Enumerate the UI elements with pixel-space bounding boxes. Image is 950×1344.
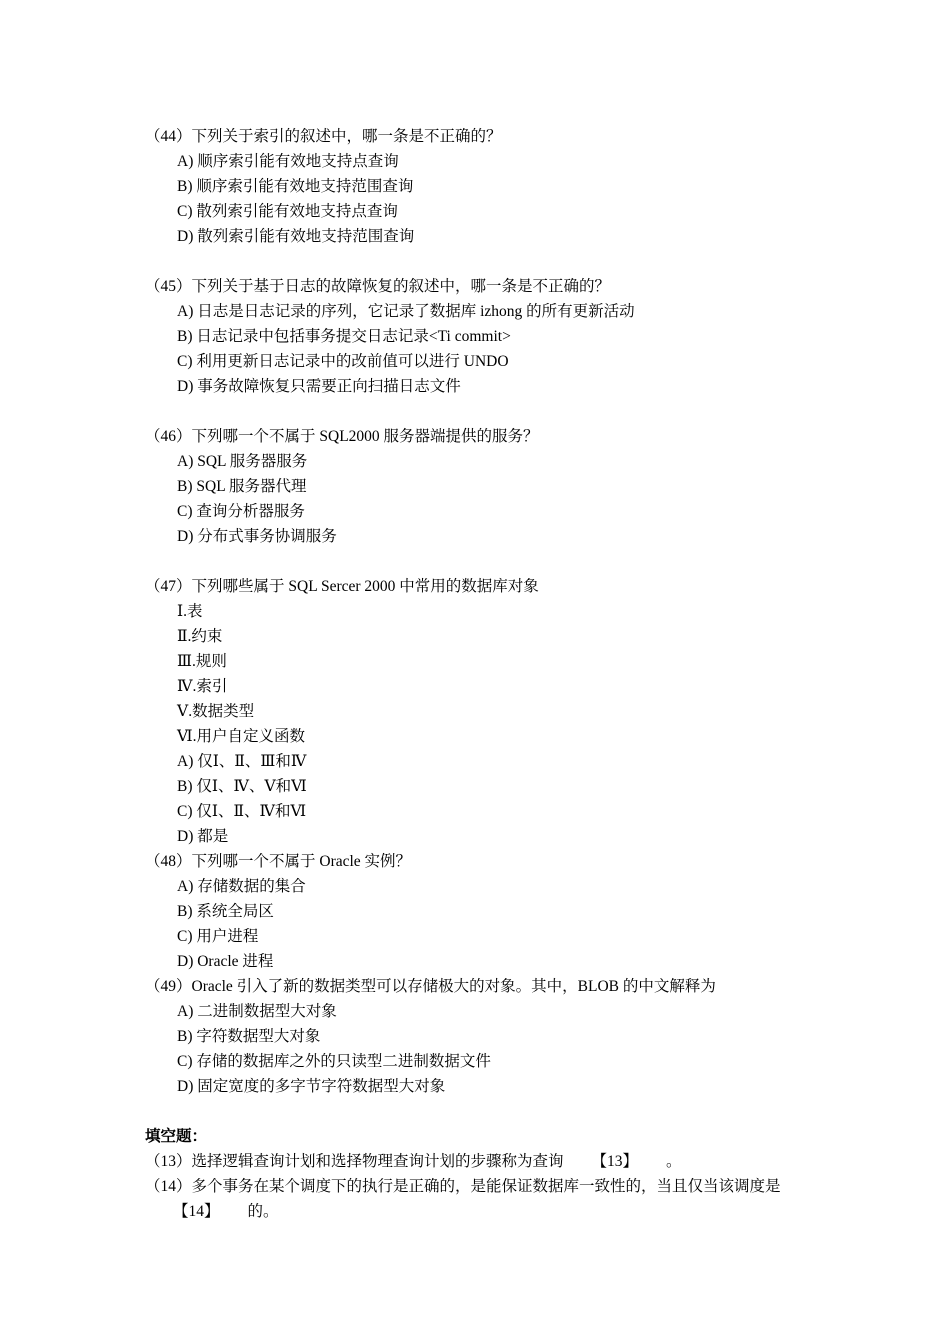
question-stem-44: （44）下列关于索引的叙述中，哪一条是不正确的？ [145, 128, 502, 145]
option-47-a: A) 仅Ⅰ、Ⅱ、Ⅲ和Ⅳ [177, 753, 307, 770]
option-45-b: B) 日志记录中包括事务提交日志记录<Ti commit> [177, 328, 511, 345]
list-item-47-6: Ⅵ.用户自定义函数 [177, 728, 305, 745]
option-44-d: D) 散列索引能有效地支持范围查询 [177, 228, 415, 245]
fill-14-text: （14）多个事务在某个调度下的执行是正确的，是能保证数据库一致性的，当且仅当该调度是 [145, 1178, 781, 1195]
option-46-d: D) 分布式事务协调服务 [177, 528, 337, 545]
option-49-d: D) 固定宽度的多字节字符数据型大对象 [177, 1078, 446, 1095]
fill-question-13 [145, 1149, 815, 1174]
option-44-b: B) 顺序索引能有效地支持范围查询 [177, 178, 414, 195]
option-49-c: C) 存储的数据库之外的只读型二进制数据文件 [177, 1053, 491, 1070]
fill-question-14 [145, 1174, 815, 1224]
option-48-b: B) 系统全局区 [177, 903, 274, 920]
option-44-a: A) 顺序索引能有效地支持点查询 [177, 153, 399, 170]
question-stem-45: （45）下列关于基于日志的故障恢复的叙述中，哪一条是不正确的？ [145, 278, 611, 295]
list-item-47-2: Ⅱ.约束 [177, 628, 223, 645]
question-stem-46: （46）下列哪一个不属于 SQL2000 服务器端提供的服务？ [145, 428, 539, 445]
fill-14-blank: 【14】 [173, 1203, 220, 1220]
question-content [145, 124, 815, 1224]
option-49-a: A) 二进制数据型大对象 [177, 1003, 337, 1020]
question-stem-49: （49）Oracle 引入了新的数据类型可以存储极大的对象。其中，BLOB 的中文解释为 [145, 978, 716, 995]
option-46-b: B) SQL 服务器代理 [177, 478, 307, 495]
option-47-c: C) 仅Ⅰ、Ⅱ、Ⅳ和Ⅵ [177, 803, 307, 820]
question-stem-48: （48）下列哪一个不属于 Oracle 实例？ [145, 853, 412, 870]
list-item-47-4: Ⅳ.索引 [177, 678, 228, 695]
fill-14-end: 的。 [247, 1203, 279, 1220]
list-item-47-5: Ⅴ.数据类型 [177, 703, 255, 720]
option-47-d: D) 都是 [177, 828, 229, 845]
spacer [145, 1099, 815, 1124]
fill-13-blank: 【13】 [591, 1153, 639, 1170]
list-item-47-1: Ⅰ.表 [177, 603, 203, 620]
option-49-b: B) 字符数据型大对象 [177, 1028, 321, 1045]
spacer [145, 399, 815, 424]
option-48-d: D) Oracle 进程 [177, 953, 274, 970]
fill-13-text: （13）选择逻辑查询计划和选择物理查询计划的步骤称为查询 [145, 1153, 564, 1170]
question-stem-47: （47）下列哪些属于 SQL Sercer 2000 中常用的数据库对象 [145, 578, 539, 595]
option-46-c: C) 查询分析器服务 [177, 503, 305, 520]
spacer [145, 549, 815, 574]
spacer [145, 249, 815, 274]
option-45-d: D) 事务故障恢复只需要正向扫描日志文件 [177, 378, 461, 395]
option-47-b: B) 仅Ⅰ、Ⅳ、Ⅴ和Ⅵ [177, 778, 307, 795]
section-heading-fill-in: 填空题： [145, 1128, 208, 1145]
option-45-a: A) 日志是日志记录的序列，它记录了数据库 izhong 的所有更新活动 [177, 303, 635, 320]
option-44-c: C) 散列索引能有效地支持点查询 [177, 203, 398, 220]
fill-13-end: 。 [666, 1153, 682, 1170]
option-48-a: A) 存储数据的集合 [177, 878, 306, 895]
option-48-c: C) 用户进程 [177, 928, 259, 945]
list-item-47-3: Ⅲ.规则 [177, 653, 227, 670]
option-46-a: A) SQL 服务器服务 [177, 453, 308, 470]
option-45-c: C) 利用更新日志记录中的改前值可以进行 UNDO [177, 353, 509, 370]
